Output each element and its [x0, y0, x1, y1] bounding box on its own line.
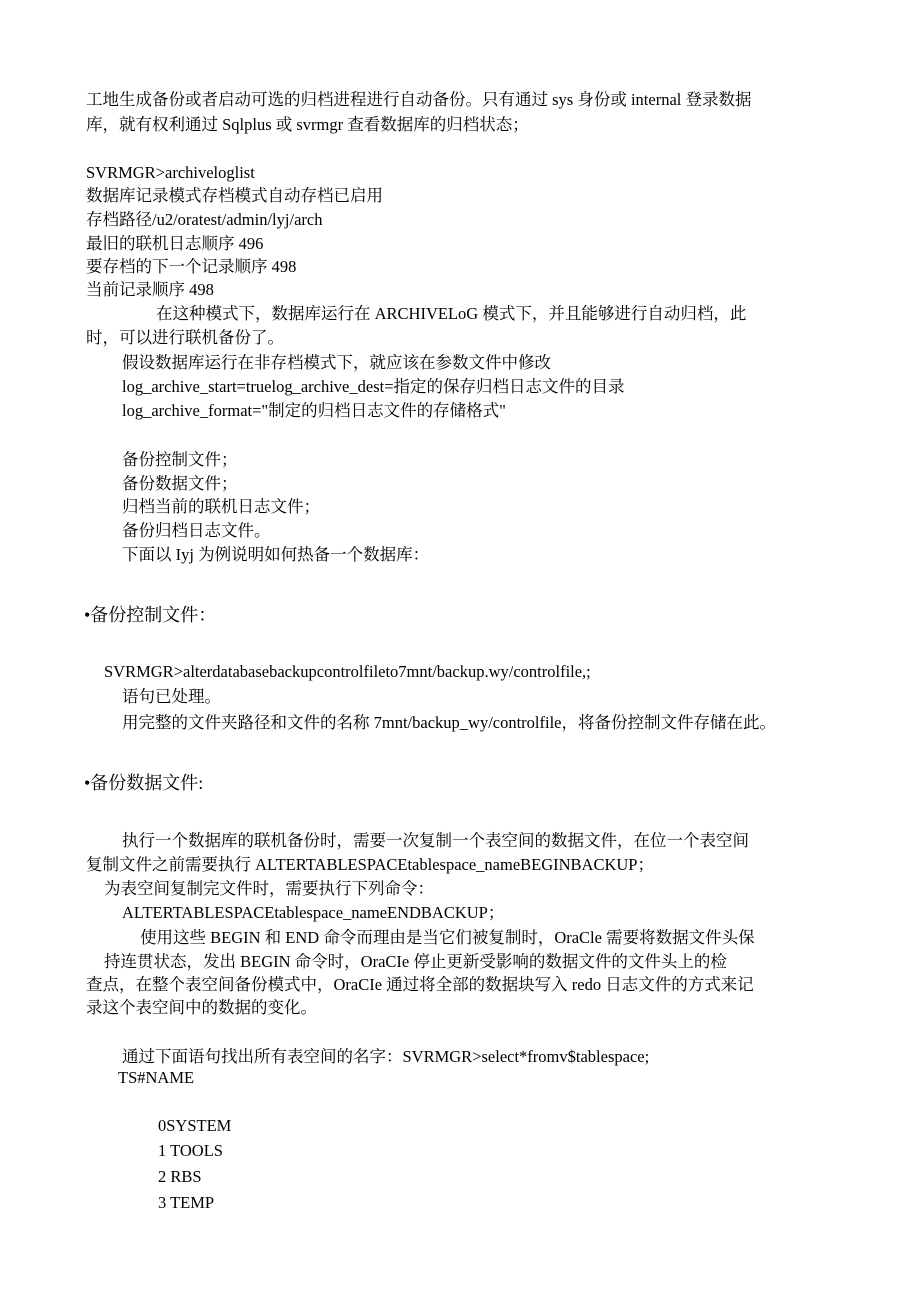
paragraph-line: 下面以 Iyj 为例说明如何热备一个数据库： [122, 545, 430, 564]
table-row: 2 RBS [158, 1167, 202, 1186]
section-heading: •备份控制文件： [84, 605, 217, 625]
paragraph-line: 假设数据库运行在非存档模式下，就应该在参数文件中修改 [122, 353, 551, 372]
output-line: 存档路径/u2/oratest/admin/lyj/arch [86, 210, 323, 229]
command-line: ALTERTABLESPACEtablespace_nameENDBACKUP； [122, 903, 505, 922]
output-line: 数据库记录模式存档模式自动存档已启用 [86, 186, 383, 205]
paragraph-line: 执行一个数据库的联机备份时，需要一次复制一个表空间的数据文件，在位一个表空间 [122, 831, 749, 850]
paragraph-line: 时，可以进行联机备份了。 [86, 328, 284, 347]
paragraph-line: 为表空间复制完文件时，需要执行下列命令： [104, 879, 434, 898]
paragraph-line: 在这种模式下，数据库运行在 ARCHIVELoG 模式下，并且能够进行自动归档，此 [156, 304, 747, 323]
config-line: log_archive_format="制定的归档日志文件的存储格式" [122, 401, 506, 420]
output-line: 语句已处理。 [122, 687, 221, 706]
paragraph-line: 工地生成备份或者启动可选的归档进程进行自动备份。只有通过 sys 身份或 internal 登录数据 [86, 90, 752, 109]
table-row: 0SYSTEM [158, 1116, 232, 1135]
paragraph-line: 复制文件之前需要执行 ALTERTABLESPACEtablespace_nameBEGINBACKUP； [86, 855, 654, 874]
paragraph-line: 使用这些 BEGIN 和 END 命令而理由是当它们被复制时，OraCle 需要将数据文件头保 [140, 928, 755, 947]
paragraph-line: 通过下面语句找出所有表空间的名字：SVRMGR>select*fromv$tablespace; [122, 1047, 650, 1066]
command-line: SVRMGR>archiveloglist [86, 163, 255, 182]
list-item: 备份控制文件； [122, 450, 238, 469]
list-item: 备份归档日志文件。 [122, 521, 271, 540]
output-line: 当前记录顺序 498 [86, 280, 214, 299]
table-row: 1 TOOLS [158, 1141, 223, 1160]
output-line: 要存档的下一个记录顺序 498 [86, 257, 297, 276]
paragraph-line: 录这个表空间中的数据的变化。 [86, 998, 317, 1017]
output-line: 最旧的联机日志顺序 496 [86, 234, 264, 253]
table-row: 3 TEMP [158, 1193, 215, 1212]
table-header: TS#NAME [118, 1068, 195, 1087]
paragraph-line: 用完整的文件夹路径和文件的名称 7mnt/backup_wy/controlfile，将备份控制文件存储在此。 [122, 713, 776, 732]
section-heading: •备份数据文件: [84, 773, 204, 793]
config-line: log_archive_start=truelog_archive_dest=指定的保存归档日志文件的目录 [122, 377, 625, 396]
paragraph-line: 库，就有权利通过 Sqlplus 或 svrmgr 查看数据库的归档状态； [86, 115, 529, 134]
list-item: 归档当前的联机日志文件； [122, 497, 320, 516]
command-line: SVRMGR>alterdatabasebackupcontrolfileto7mnt/backup.wy/controlfile,; [104, 662, 591, 681]
list-item: 备份数据文件； [122, 474, 238, 493]
paragraph-line: 持连贯状态，发出 BEGIN 命令时，OraCIe 停止更新受影响的数据文件的文件头上的检 [104, 952, 727, 971]
paragraph-line: 查点，在整个表空间备份模式中，OraCIe 通过将全部的数据块写入 redo 日志文件的方式来记 [86, 975, 754, 994]
